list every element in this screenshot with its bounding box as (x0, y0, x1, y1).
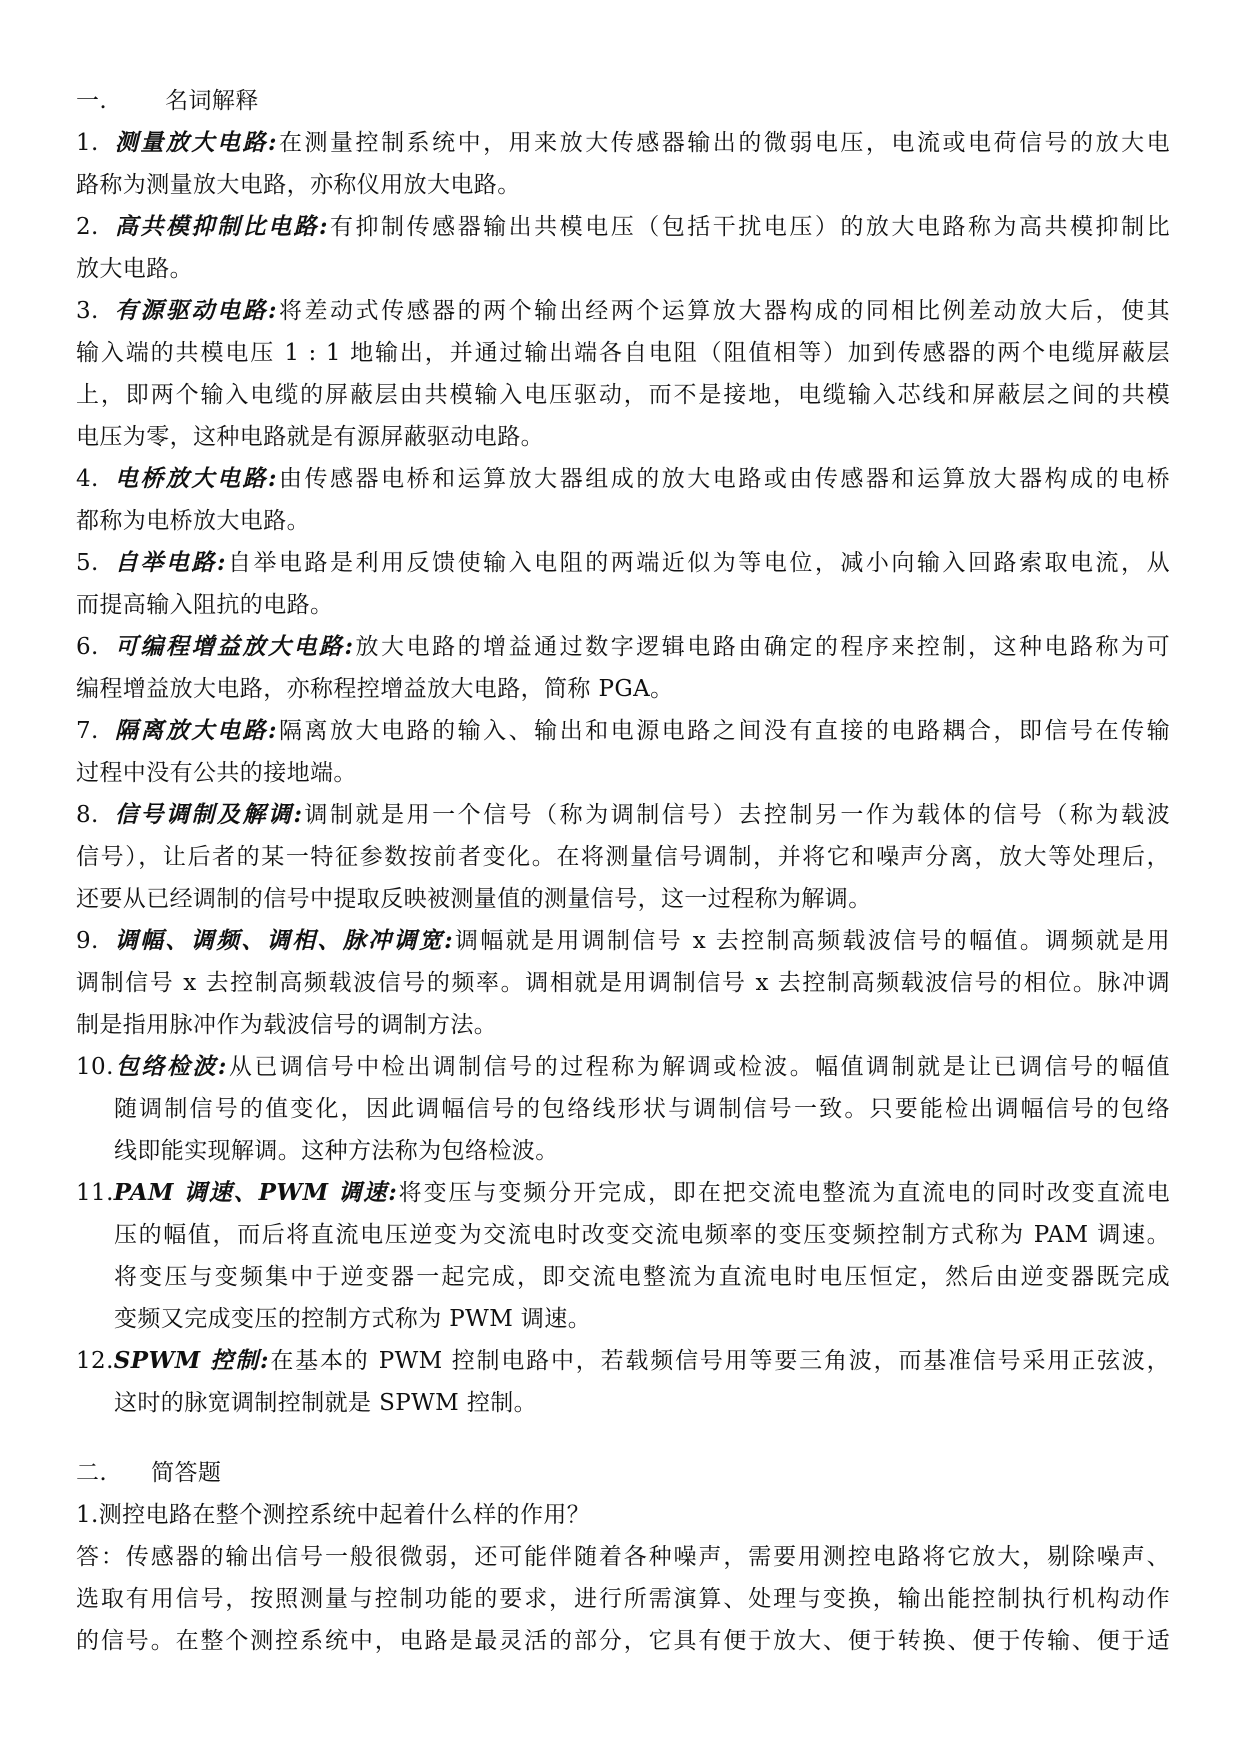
definition-text: 线即能实现解调。这种方法称为包络检波。 (114, 1138, 559, 1164)
definition-item (76, 920, 1170, 1046)
section-title: 简答题 (151, 1460, 222, 1486)
item-number: 11. (76, 1180, 114, 1206)
item-number: 4. (76, 466, 99, 492)
term-label: 调幅、调频、调相、脉冲调宽: (112, 927, 454, 954)
definition-text: 信号），让后者的某一特征参数按前者变化。在将测量信号调制，并将它和噪声分离，放大等处理后， (76, 844, 1170, 870)
definition-text: 隔离放大电路的输入、输出和电源电路之间没有直接的电路耦合，即信号在传输 (276, 718, 1170, 744)
definition-text: 上，即两个输入电缆的屏蔽层由共模输入电压驱动，而不是接地，电缆输入芯线和屏蔽层之间的共模 (76, 382, 1170, 408)
term-label: 电桥放大电路: (112, 465, 277, 492)
definition-text: 变频又完成变压的控制方式称为 PWM 调速。 (114, 1306, 592, 1332)
answer-block (76, 1536, 1170, 1662)
definition-first-line (76, 206, 1170, 248)
item-number: 3. (76, 298, 99, 324)
definition-text: 电压为零，这种电路就是有源屏蔽驱动电路。 (76, 424, 544, 450)
definition-first-line (76, 1046, 1170, 1088)
answer-text: 的信号。在整个测控系统中，电路是最灵活的部分，它具有便于放大、便于转换、便于传输、便于适 (76, 1628, 1170, 1654)
definition-text: 将变压与变频分开完成，即在把交流电整流为直流电的同时改变直流电 (397, 1180, 1170, 1206)
term-label: PAM 调速、PWM 调速: (113, 1179, 398, 1206)
item-number: 2. (76, 214, 99, 240)
document-content (76, 80, 1170, 1662)
definition-first-line (76, 122, 1170, 164)
definition-first-line (76, 626, 1170, 668)
definition-item (76, 542, 1170, 626)
definition-text: 都称为电桥放大电路。 (76, 508, 310, 534)
section-title: 名词解释 (165, 88, 259, 114)
definition-text: 从已调信号中检出调制信号的过程称为解调或检波。幅值调制就是让已调信号的幅值 (226, 1054, 1170, 1080)
definition-text: 放大电路。 (76, 256, 193, 282)
section-number: 二. (76, 1460, 108, 1486)
definition-item (76, 1340, 1170, 1424)
definition-item (76, 794, 1170, 920)
definition-text: 还要从已经调制的信号中提取反映被测量值的测量信号，这一过程称为解调。 (76, 886, 872, 912)
item-number: 7. (76, 718, 99, 744)
definition-text: 制是指用脉冲作为载波信号的调制方法。 (76, 1012, 498, 1038)
definition-text: 编程增益放大电路，亦称程控增益放大电路，简称 PGA。 (76, 676, 674, 702)
definition-text: 将变压与变频集中于逆变器一起完成，即交流电整流为直流电时电压恒定，然后由逆变器既完成 (114, 1264, 1170, 1290)
definition-item (76, 290, 1170, 458)
definition-text: 输入端的共模电压 1 : 1 地输出，并通过输出端各自电阻（阻值相等）加到传感器的两个电缆屏蔽层 (76, 340, 1170, 366)
definition-text: 由传感器电桥和运算放大器组成的放大电路或由传感器和运算放大器构成的电桥 (276, 466, 1170, 492)
answer-text: 答：传感器的输出信号一般很微弱，还可能伴随着各种噪声，需要用测控电路将它放大，剔除噪声、 (76, 1544, 1170, 1570)
item-number: 12. (76, 1348, 114, 1374)
definition-item (76, 626, 1170, 710)
item-number: 9. (76, 928, 99, 954)
term-label: 信号调制及解调: (112, 801, 303, 828)
definition-text: 在基本的 PWM 控制电路中，若载频信号用等要三角波，而基准信号采用正弦波， (268, 1348, 1170, 1374)
definition-first-line (76, 458, 1170, 500)
definition-text: 在测量控制系统中，用来放大传感器输出的微弱电压，电流或电荷信号的放大电 (276, 130, 1170, 156)
definition-first-line (76, 710, 1170, 752)
term-label: SPWM 控制: (113, 1347, 269, 1374)
definition-item (76, 458, 1170, 542)
term-label: 测量放大电路: (112, 129, 277, 156)
item-number: 10. (76, 1054, 114, 1080)
definition-text: 调幅就是用调制信号 x 去控制高频载波信号的幅值。调频就是用 (453, 928, 1170, 954)
definition-text: 路称为测量放大电路，亦称仪用放大电路。 (76, 172, 521, 198)
definition-text: 调制信号 x 去控制高频载波信号的频率。调相就是用调制信号 x 去控制高频载波信号的相位。脉冲调 (76, 970, 1170, 996)
term-label: 包络检波: (113, 1053, 227, 1080)
term-label: 隔离放大电路: (112, 717, 277, 744)
term-label: 自举电路: (112, 549, 226, 576)
section-heading (76, 80, 1170, 122)
definition-item (76, 206, 1170, 290)
item-number: 1. (76, 130, 99, 156)
definition-text: 这时的脉宽调制控制就是 SPWM 控制。 (114, 1390, 538, 1416)
definition-first-line (76, 794, 1170, 836)
item-number: 6. (76, 634, 99, 660)
section-number: 一. (76, 88, 108, 114)
definition-first-line (76, 290, 1170, 332)
definition-first-line (76, 920, 1170, 962)
definition-item (76, 1046, 1170, 1172)
definition-list (76, 122, 1170, 1424)
question-text: 1.测控电路在整个测控系统中起着什么样的作用？ (76, 1502, 591, 1528)
definition-text: 有抑制传感器输出共模电压（包括干扰电压）的放大电路称为高共模抑制比 (327, 214, 1170, 240)
definition-text: 自举电路是利用反馈使输入电阻的两端近似为等电位，减小向输入回路索取电流，从 (225, 550, 1170, 576)
definition-item (76, 710, 1170, 794)
item-number: 5. (76, 550, 99, 576)
definition-text: 过程中没有公共的接地端。 (76, 760, 357, 786)
definition-text: 调制就是用一个信号（称为调制信号）去控制另一作为载体的信号（称为载波 (302, 802, 1170, 828)
definition-text: 压的幅值，而后将直流电压逆变为交流电时改变交流电频率的变压变频控制方式称为 PAM 调速。 (114, 1222, 1170, 1248)
definition-item (76, 1172, 1170, 1340)
definition-text: 将差动式传感器的两个输出经两个运算放大器构成的同相比例差动放大后，使其 (276, 298, 1170, 324)
item-number: 8. (76, 802, 99, 828)
definition-text: 而提高输入阻抗的电路。 (76, 592, 334, 618)
answer-text: 选取有用信号，按照测量与控制功能的要求，进行所需演算、处理与变换，输出能控制执行机构动作 (76, 1586, 1170, 1612)
definition-first-line (76, 1172, 1170, 1214)
term-label: 高共模抑制比电路: (112, 213, 328, 240)
section-heading (76, 1452, 1170, 1494)
definition-text: 放大电路的增益通过数字逻辑电路由确定的程序来控制，这种电路称为可 (353, 634, 1170, 660)
term-label: 可编程增益放大电路: (112, 633, 354, 660)
definition-text: 随调制信号的值变化，因此调幅信号的包络线形状与调制信号一致。只要能检出调幅信号的包络 (114, 1096, 1170, 1122)
definition-first-line (76, 542, 1170, 584)
definition-item (76, 122, 1170, 206)
definition-first-line (76, 1340, 1170, 1382)
term-label: 有源驱动电路: (112, 297, 277, 324)
